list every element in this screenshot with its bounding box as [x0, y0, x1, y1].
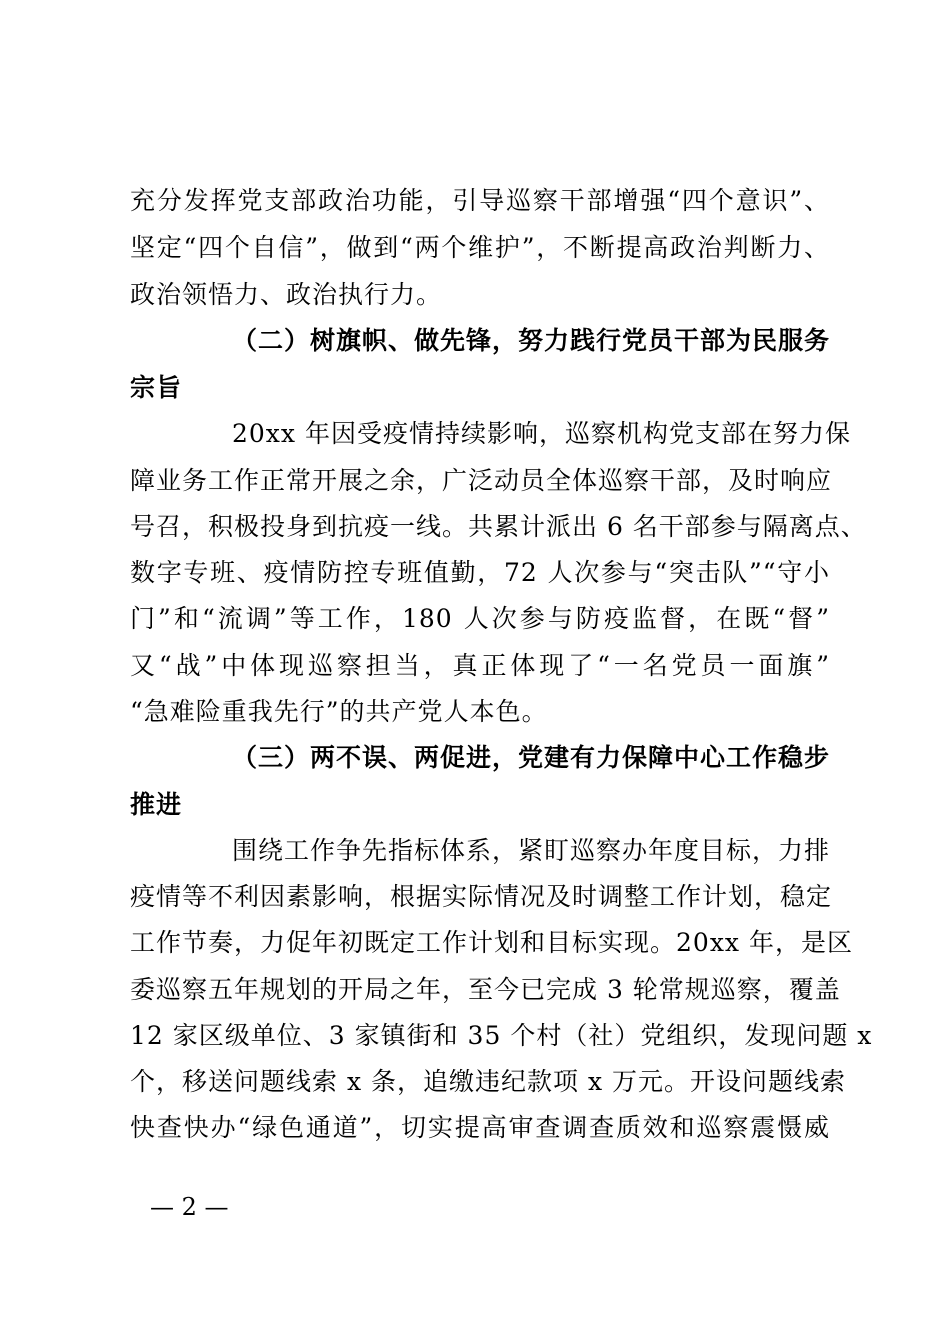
- section-heading: （二）树旗帜、做先锋，努力践行党员干部为民服务: [232, 326, 831, 355]
- paragraph-line: 又“战”中体现巡察担当，真正体现了“一名党员一面旗”: [130, 651, 830, 680]
- section-heading: 宗旨: [130, 373, 183, 402]
- paragraph-line: 障业务工作正常开展之余，广泛动员全体巡察干部，及时响应: [130, 466, 833, 495]
- paragraph-line: 充分发挥党支部政治功能，引导巡察干部增强“四个意识”、: [130, 186, 830, 215]
- paragraph-line: 政治领悟力、政治执行力。: [130, 280, 443, 309]
- paragraph-line: 号召，积极投身到抗疫一线。共累计派出 6 名干部参与隔离点、: [130, 512, 867, 541]
- paragraph-line: 委巡察五年规划的开局之年，至今已完成 3 轮常规巡察，覆盖: [130, 975, 841, 1004]
- paragraph-line: “急难险重我先行”的共产党人本色。: [130, 697, 548, 726]
- paragraph-line: 门”和“流调”等工作，180 人次参与防疫监督，在既“督”: [130, 604, 830, 633]
- paragraph-line: 围绕工作争先指标体系，紧盯巡察办年度目标，力排: [232, 836, 831, 865]
- paragraph-line: 个，移送问题线索 x 条，追缴违纪款项 x 万元。开设问题线索: [130, 1067, 846, 1096]
- paragraph-line: 12 家区级单位、3 家镇街和 35 个村（社）党组织，发现问题 x: [130, 1021, 873, 1050]
- section-heading: （三）两不误、两促进，党建有力保障中心工作稳步: [232, 743, 831, 772]
- page-number: — 2 —: [150, 1193, 229, 1221]
- paragraph-line: 坚定“四个自信”，做到“两个维护”，不断提高政治判断力、: [130, 233, 830, 262]
- paragraph-line: 疫情等不利因素影响，根据实际情况及时调整工作计划，稳定: [130, 882, 833, 911]
- paragraph-line: 工作节奏，力促年初既定工作计划和目标实现。20xx 年，是区: [130, 928, 853, 957]
- paragraph-line: 数字专班、疫情防控专班值勤，72 人次参与“突击队”“守小: [130, 558, 830, 587]
- paragraph-line: 快查快办“绿色通道”，切实提高审查调查质效和巡察震慑威: [130, 1113, 830, 1142]
- section-heading: 推进: [130, 790, 183, 819]
- paragraph-line: 20xx 年因受疫情持续影响，巡察机构党支部在努力保: [232, 419, 851, 448]
